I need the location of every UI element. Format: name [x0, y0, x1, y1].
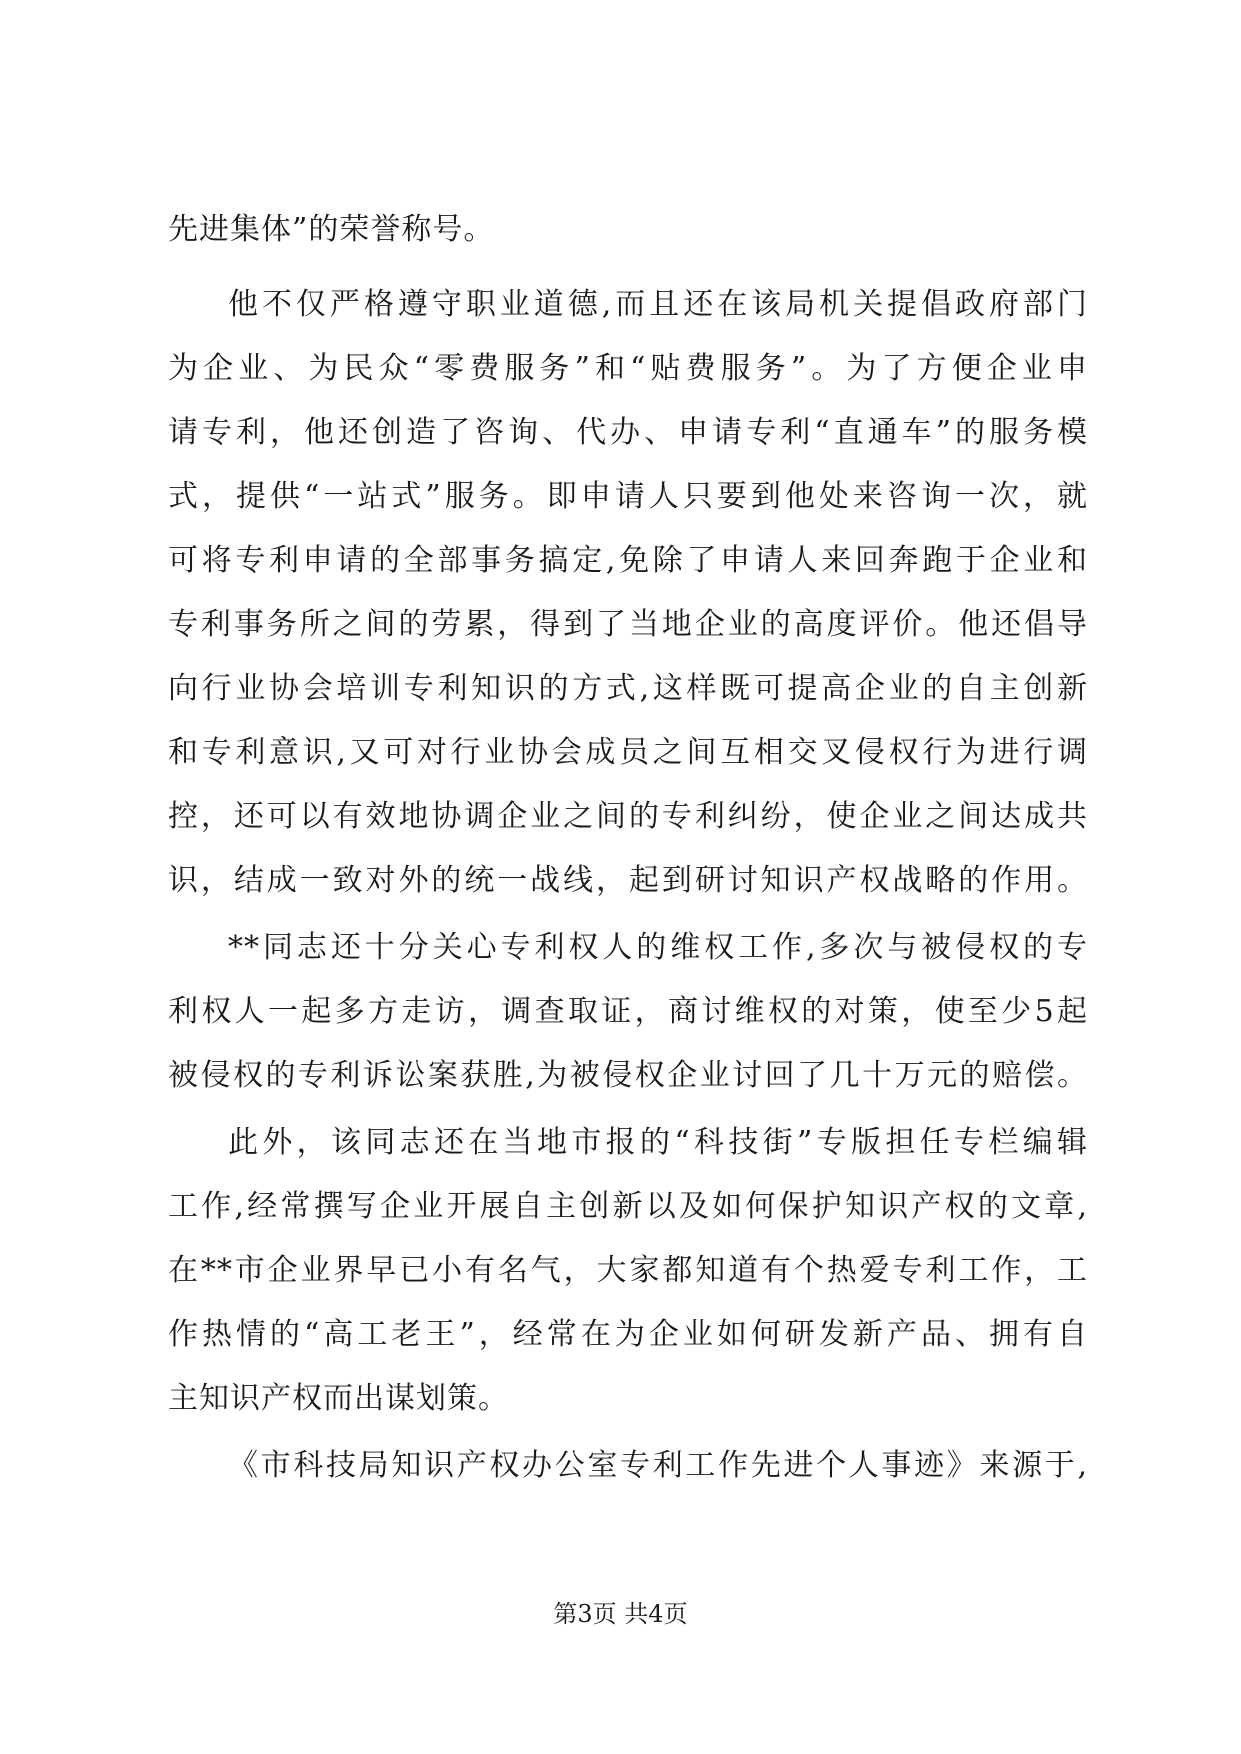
text-line: 主知识产权而出谋划策。: [168, 1381, 509, 1416]
text-line: 式，提供“一站式”服务。即申请人只要到他处来咨询一次，就: [168, 479, 1088, 514]
text-line: 专利事务所之间的劳累，得到了当地企业的高度评价。他还倡导: [168, 607, 1088, 642]
text-line: 为企业、为民众“零费服务”和“贴费服务”。为了方便企业申: [168, 351, 1088, 386]
text-line: 工作,经常撰写企业开展自主创新以及如何保护知识产权的文章,: [168, 1189, 1088, 1224]
text-line: 可将专利申请的全部事务搞定,免除了申请人来回奔跑于企业和: [168, 543, 1088, 578]
text-line: 请专利，他还创造了咨询、代办、申请专利“直通车”的服务模: [168, 415, 1088, 450]
paragraph-first-line: 此外，该同志还在当地市报的“科技街”专版担任专栏编辑: [228, 1125, 1088, 1160]
text-line: 被侵权的专利诉讼案获胜,为被侵权企业讨回了几十万元的赔偿。: [168, 1058, 1088, 1093]
text-line: 识，结成一致对外的统一战线，起到研讨知识产权战略的作用。: [168, 863, 1088, 898]
text-line: 先进集体”的荣誉称号。: [168, 212, 495, 247]
text-line: 向行业协会培训专利知识的方式,这样既可提高企业的自主创新: [168, 671, 1088, 706]
text-line: 控，还可以有效地协调企业之间的专利纠纷，使企业之间达成共: [168, 799, 1088, 834]
paragraph-first-line: 他不仅严格遵守职业道德,而且还在该局机关提倡政府部门: [228, 287, 1088, 322]
paragraph-first-line: **同志还十分关心专利权人的维权工作,多次与被侵权的专: [228, 930, 1088, 965]
text-line: 作热情的“高工老王”，经常在为企业如何研发新产品、拥有自: [168, 1317, 1088, 1352]
text-line: 和专利意识,又可对行业协会成员之间互相交叉侵权行为进行调: [168, 735, 1088, 770]
text-line: 在**市企业界早已小有名气，大家都知道有个热爱专利工作，工: [168, 1253, 1088, 1288]
text-line: 利权人一起多方走访，调查取证，商讨维权的对策，使至少5起: [168, 994, 1088, 1029]
page-number-footer: 第3页 共4页: [553, 1600, 688, 1628]
paragraph-first-line: 《市科技局知识产权办公室专利工作先进个人事迹》来源于,: [228, 1448, 1088, 1483]
